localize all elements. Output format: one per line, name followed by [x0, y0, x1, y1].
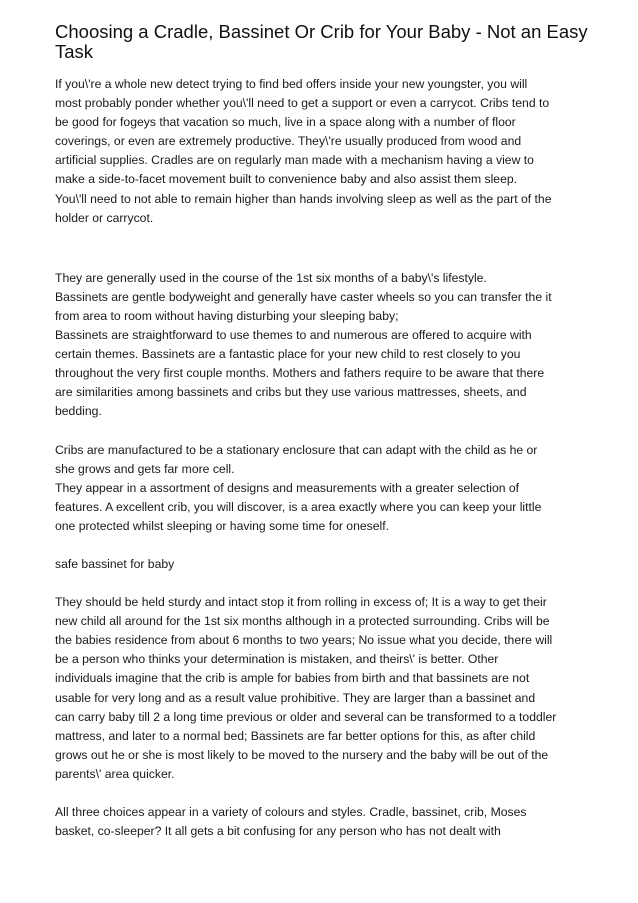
- text-line: coverings, or even are extremely productive. They\'re usually produced from wood and: [55, 134, 522, 149]
- text-line: All three choices appear in a variety of colours and styles. Cradle, bassinet, crib, Moses: [55, 805, 527, 819]
- spacer: [55, 784, 590, 803]
- paragraph-3: [55, 441, 590, 536]
- text-line: certain themes. Bassinets are a fantastic place for your new child to rest closely to you: [55, 347, 521, 362]
- spacer: [55, 536, 590, 555]
- text-line: bedding.: [55, 404, 102, 419]
- text-line: They should be held sturdy and intact stop it from rolling in excess of; It is a way to get their: [55, 595, 547, 610]
- text-line: Bassinets are gentle bodyweight and generally have caster wheels so you can transfer the it: [55, 289, 552, 304]
- text-line: features. A excellent crib, you will discover, is a area exactly where you can keep your little: [55, 499, 542, 514]
- text-line: the babies residence from about 6 months to two years; No issue what you decide, there will: [55, 633, 553, 648]
- text-line: make a side-to-facet movement built to convenience baby and also assist them sleep.: [55, 172, 518, 187]
- text-line: If you\'re a whole new detect trying to find bed offers inside your new youngster, you will: [55, 77, 528, 91]
- text-line: can carry baby till 2 a long time previous or older and several can be transformed to a toddler: [55, 709, 557, 724]
- document-title: Choosing a Cradle, Bassinet Or Crib for Your Baby - Not an Easy Task: [55, 21, 588, 62]
- paragraph-4: [55, 555, 590, 574]
- text-line: be a person who thinks your determination is mistaken, and theirs\' is better. Other: [55, 652, 499, 667]
- paragraph-5: [55, 593, 590, 784]
- text-line: grows out he or she is most likely to be moved to the nursery and the baby will be out of the: [55, 747, 549, 762]
- text-line: she grows and gets far more cell.: [55, 461, 235, 476]
- text-line: parents\' area quicker.: [55, 766, 175, 781]
- text-line: mattress, and later to a normal bed; Bassinets are far better options for this, as after child: [55, 728, 536, 743]
- text-line: You\'ll need to not able to remain higher than hands involving sleep as well as the part of the: [55, 191, 552, 206]
- text-line: from area to room without having disturbing your sleeping baby;: [55, 308, 399, 323]
- text-line: artificial supplies. Cradles are on regularly man made with a mechanism having a view to: [55, 153, 534, 168]
- text-line: are similarities among bassinets and cribs but they use various mattresses, sheets, and: [55, 385, 527, 400]
- text-line: usable for very long and as a result value prohibitive. They are larger than a bassinet and: [55, 690, 536, 705]
- paragraph-6: [55, 803, 590, 841]
- spacer: [55, 574, 590, 593]
- text-line: They appear in a assortment of designs and measurements with a greater selection of: [55, 480, 520, 495]
- text-line: new child all around for the 1st six months although in a protected surrounding. Cribs will be: [55, 614, 550, 629]
- paragraph-1: [55, 75, 590, 228]
- text-line: They are generally used in the course of the 1st six months of a baby\'s lifestyle.: [55, 270, 487, 285]
- text-line: throughout the very first couple months. Mothers and fathers require to be aware that there: [55, 366, 545, 381]
- paragraph-2: [55, 269, 590, 422]
- document-page: [55, 22, 590, 841]
- text-line: one protected whilst sleeping or having some time for oneself.: [55, 518, 389, 533]
- text-line: most probably ponder whether you\'ll need to get a support or even a carrycot. Cribs tend to: [55, 96, 550, 111]
- text-line: be good for fogeys that vacation so much, live in a space along with a number of floor: [55, 115, 516, 130]
- text-line: individuals imagine that the crib is ample for babies from birth and that bassinets are not: [55, 671, 530, 686]
- text-line: holder or carrycot.: [55, 210, 154, 225]
- spacer: [55, 228, 590, 269]
- text-line: basket, co-sleeper? It all gets a bit confusing for any person who has not dealt with: [55, 824, 501, 839]
- text-line: Bassinets are straightforward to use themes to and numerous are offered to acquire with: [55, 328, 532, 343]
- spacer: [55, 422, 590, 441]
- text-line: safe bassinet for baby: [55, 556, 175, 571]
- text-line: Cribs are manufactured to be a stationary enclosure that can adapt with the child as he or: [55, 442, 538, 457]
